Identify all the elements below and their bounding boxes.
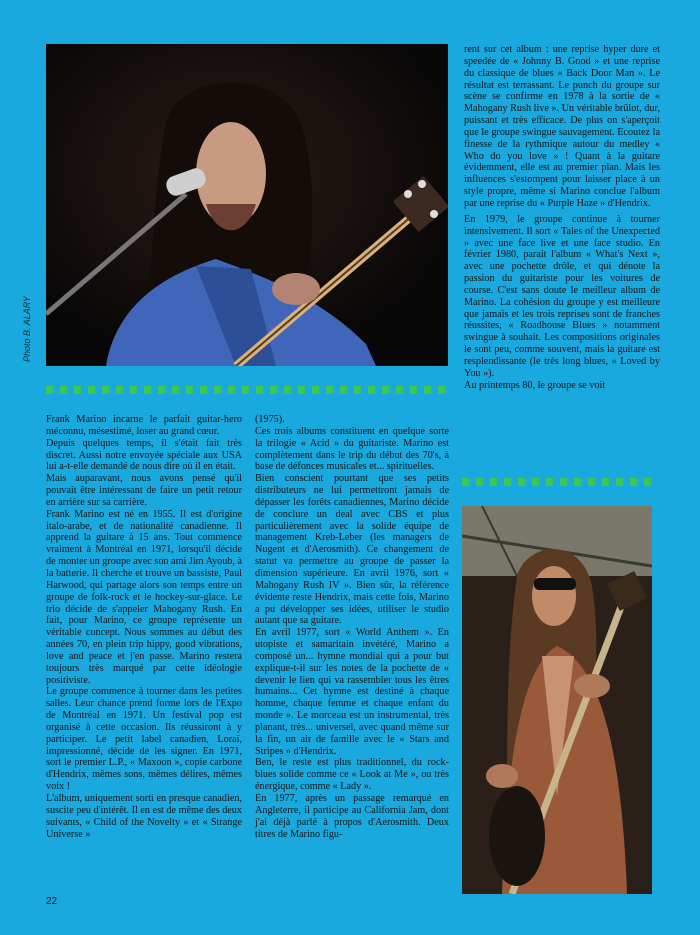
paragraph: En 1977, après un passage remarqué en Angleterre, il participe au California Jam, dont j'ai déjà parlé à propos d'Aerosmith. Deux titres de Marino figu- — [255, 793, 449, 840]
paragraph: (1975). — [255, 414, 285, 425]
paragraph: Au printemps 80, le groupe se voit — [464, 379, 606, 391]
photo-guitarist-microphone — [46, 44, 448, 366]
photo-guitarist-sunglasses — [462, 506, 652, 894]
paragraph: En 1979, le groupe continue à tourner intensivement. Il sort « Tales of the Unexpected » avec une face live et une face studio. En février 1980, parait l'album « What's Next », avec une pochette drôle, et qui dénote la passion du guitariste pour les voitures de course. C'est sans doute le meilleur album de Marino. La cohésion du groupe y est meilleure que jamais et les trois reprises sont de franches réussites, « Roadhouse Blues » notamment swingue à souhait. Les compositions originales le sont peu, comme souvent, mais la guitare est resplendissante (le très long blues, « Loved by You »). — [464, 213, 660, 379]
paragraph: Le groupe commence à tourner dans les petites salles. Leur chance prend forme lors de l'Expo de Montréal en 1971. Un festival pop est organisé à cette occasion. Ils réussiront à y participer. Le petit label canadien, Loraï, impressionné, décide de les signer. En 1971, sort le premier L.P., « Maxoon », copie carbone d'Hendrix, mêmes sons, mêmes délires, mêmes voix ! — [46, 686, 242, 793]
paragraph: Ces trois albums constituent en quelque sorte la trilogie « Acid » du guitariste. Marino est complètement dans le trip du début des 70's, à base de défonces musicales et... spirituelles. — [255, 425, 449, 473]
text-column-left — [46, 414, 242, 840]
paragraph: Ben, le reste est plus traditionnel, du rock-blues solide comme ce « Look at Me », ou très énergique, comme « Lady ». — [255, 757, 449, 793]
paragraph: rent sur cet album : une reprise hyper dure et speedée de « Johnny B. Good » et une reprise du classique de blues « Back Door Man ». Le résultat est terrassant. Le punch du groupe sur scène se confirme en 1978 à la sortie de « Mahogany Rush live ». Un véritable brûlot, dur, puissant et très efficace. De plus on s'aperçoit que le groupe swingue sauvagement. Ecoutez la finesse de la rythmique autour du medley « Who do you love » ! Quant à la guitare évidemment, elle est au premier plan. Mais les influences s'estompent pour laisser place à un style propre, même si Marino conclue l'album par une reprise du « Purple Haze » d'Hendrix. — [464, 44, 660, 209]
paragraph: En avril 1977, sort « World Anthem ». En utopiste et samaritain invétéré, Marino a composé un... hymne mondial qui a pour but explique-t-il sur les notes de la pochette de « devenir le lien qui va rassembler tous les êtres humains... Cet hymne est destiné à chaque homme, chaque femme et chaque enfant du monde ». Le morceau est un instrumental, très planant, très... universel, avec quand même sur la fin, un air de famille avec le « Stars and Stripes » d'Hendrix. — [255, 627, 449, 757]
paragraph: Bien conscient pourtant que ses petits distributeurs ne lui permettront jamais de dépasser les forêts canadiennes, Marino décide de conclure un deal avec CBS et plus particulièrement avec la solide équipe de management Kreb-Leber (les managers de Nugent et d'Aerosmith). Ce changement de statut va permettre au groupe de passer la dimension supérieure. En avril 1976, sort « Mahogany Rush IV ». Bien sûr, la référence évidente reste Hendrix, mais cette fois, Marino a pu développer ses idées, utiliser le studio autant que sa guitare. — [255, 473, 449, 627]
dotted-divider — [462, 478, 652, 486]
text-column-right-top — [464, 44, 660, 391]
paragraph: Depuis quelques temps, il s'était fait très discret. Aussi notre envoyée spéciale aux USA lui a-t-elle demandé de nous dire où il en était. — [46, 437, 242, 473]
paragraph: L'album, uniquement sorti en presque canadien, suscite peu d'intérêt. Il en est de même des deux suivants, « Child of the Novelty » et « Strange Universe » — [46, 793, 242, 840]
paragraph: Frank Marino est né en 1955. Il est d'origine italo-arabe, et de nationalité canadienne. Il apprend la guitare à 15 ans. Tout commence vraiment à Montréal en 1971, lorsqu'il décide de monter un groupe avec son ami Jim Ayoub, à la batterie. Il cherche et trouve un bassiste, Paul Harwood, qui partage alors son temps entre un groupe de folk-rock et le hockey-sur-glace. Le trio décide de s'appeler Mahogany Rush. En fait, pour Marino, ce groupe représente un véritable concept. Nous sommes au début des années 70, en plein trip hippy, good vibrations, love and peace et j'en passe. Marino restera toujours très marqué par cette idéologie positiviste. — [46, 508, 242, 686]
paragraph: Frank Marino incarne le parfait guitar-hero méconnu, mésestimé, loser au grand cœur. — [46, 414, 242, 437]
paragraph: Mais auparavant, nous avons pensé qu'il pouvait être intéressant de faire un petit retour en arrière sur sa carrière. — [46, 473, 242, 508]
page-number: 22 — [46, 896, 58, 907]
photo-credit: Photo B. ALARY — [22, 296, 32, 362]
text-column-middle — [255, 414, 449, 840]
dotted-divider — [46, 386, 448, 394]
